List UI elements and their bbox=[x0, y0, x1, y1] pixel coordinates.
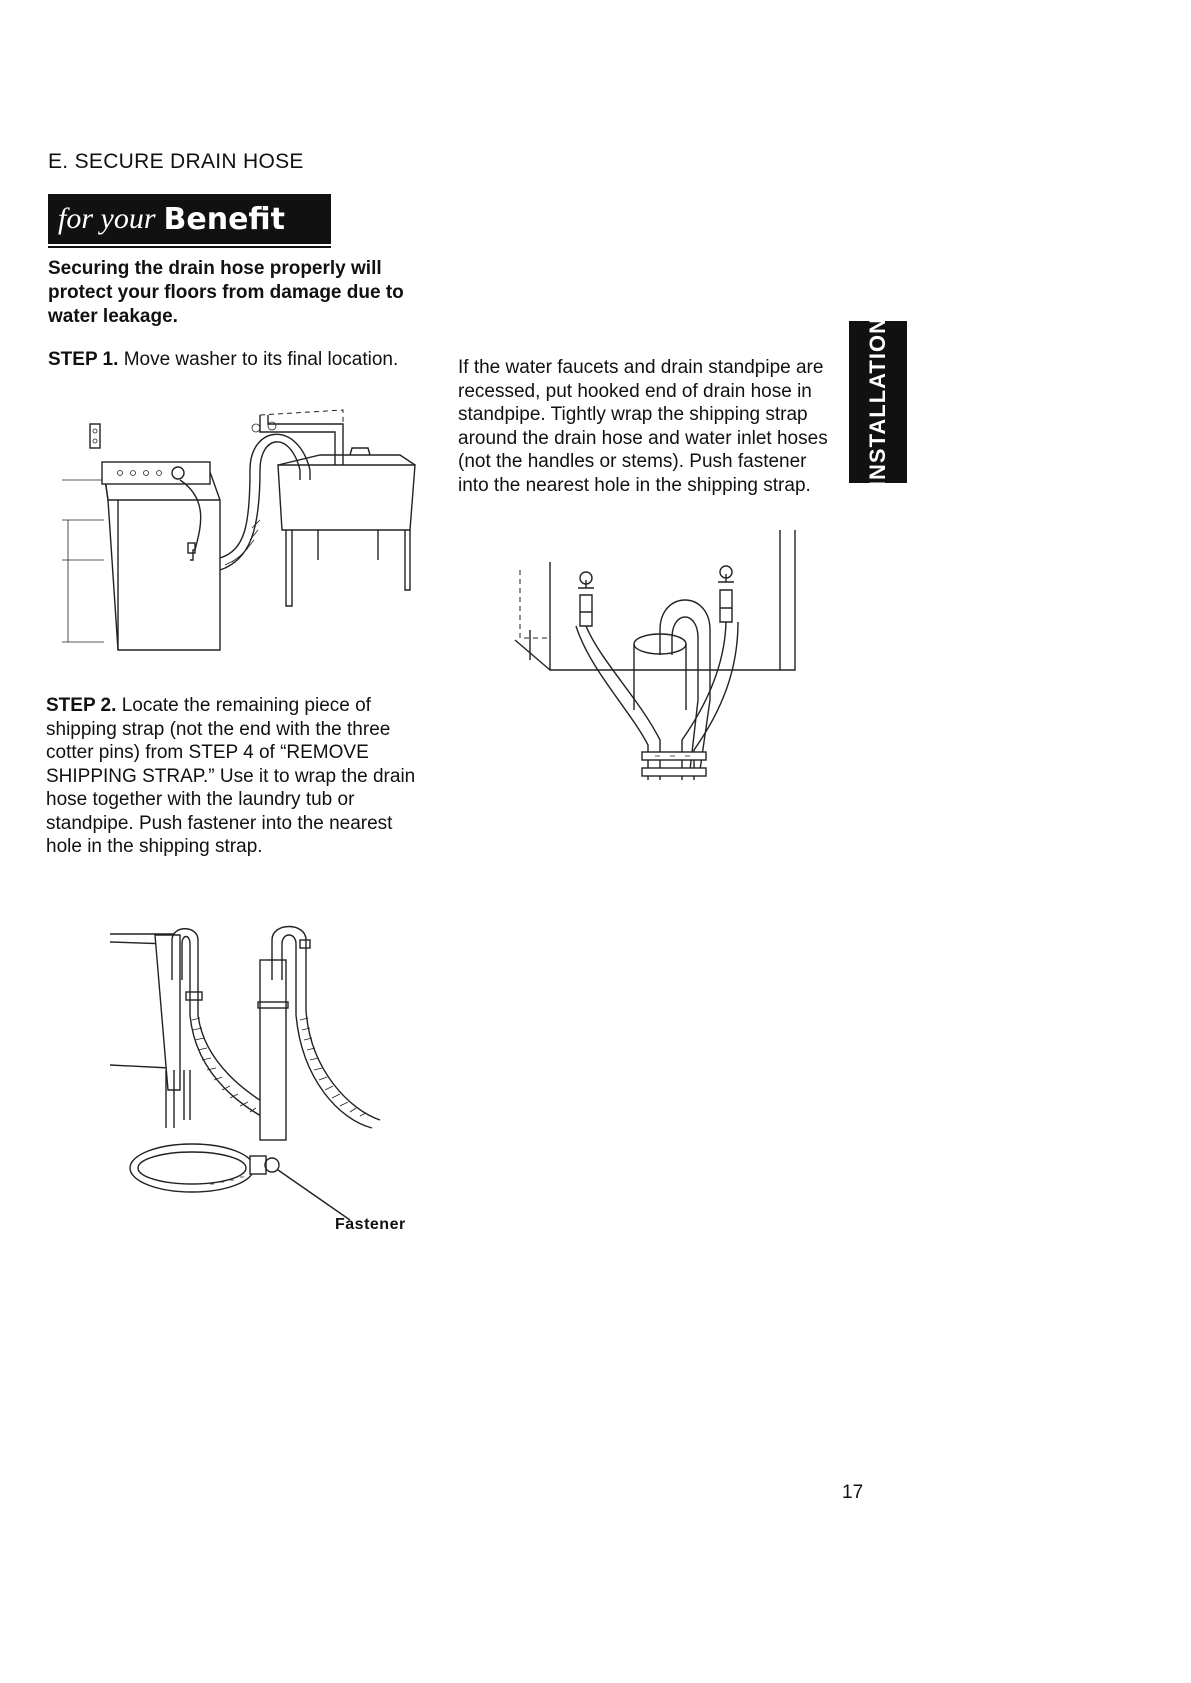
side-tab-label: INSTALLATION bbox=[865, 316, 890, 488]
step-2 bbox=[46, 694, 426, 859]
step-1 bbox=[48, 348, 428, 372]
step-2-label: STEP 2. bbox=[46, 695, 117, 716]
benefit-banner bbox=[48, 194, 331, 244]
recessed-note: If the water faucets and drain standpipe are recessed, put hooked end of drain hose in standpipe. Tightly wrap the shipping strap around the drain hose and water inlet hoses (not the handles or stems). Push fastener into the nearest hole in the shipping strap. bbox=[458, 357, 828, 496]
installation-side-tab bbox=[849, 316, 907, 488]
strap-illustration bbox=[110, 920, 390, 1210]
washer-tub-illustration bbox=[60, 410, 430, 655]
section-title: E. SECURE DRAIN HOSE bbox=[48, 150, 304, 173]
banner-rule bbox=[48, 246, 331, 248]
step-1-label: STEP 1. bbox=[48, 349, 119, 370]
step-1-text: Move washer to its final location. bbox=[123, 349, 399, 370]
intro-text: Securing the drain hose properly will protect your floors from damage due to water leakage. bbox=[48, 258, 404, 327]
step-2-text: Locate the remaining piece of shipping strap (not the end with the three cotter pins) from STEP 4 of “REMOVE SHIPPING STRAP.” Use it to wrap the drain hose together with the laundry tub or standpipe. Push fastener into the nearest hole in the shipping strap. bbox=[46, 695, 416, 857]
fastener-label: Fastener bbox=[335, 1216, 406, 1233]
page-number: 17 bbox=[842, 1482, 864, 1503]
recessed-faucets-illustration bbox=[510, 530, 810, 800]
banner-word: Benefit bbox=[163, 201, 285, 237]
banner-prefix: for your bbox=[58, 202, 156, 235]
